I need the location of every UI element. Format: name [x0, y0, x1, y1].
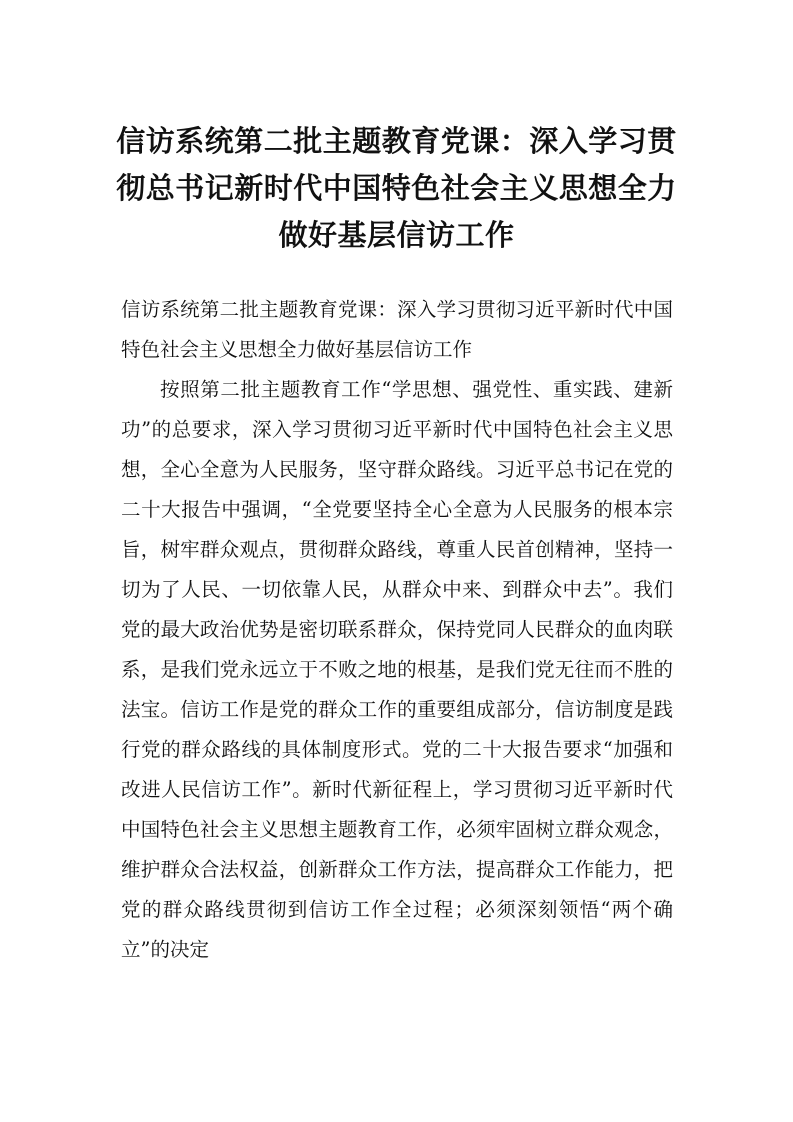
body-paragraph: 按照第二批主题教育工作“学思想、强党性、重实践、建新功”的总要求，深入学习贯彻习近平新时代中国特色社会主义思想，全心全意为人民服务，坚守群众路线。习近平总书记在党的二十大报告中强调，“全党要坚持全心全意为人民服务的根本宗旨，树牢群众观点，贯彻群众路线，尊重人民首创精神，坚持一切为了人民、一切依靠人民，从群众中来、到群众中去”。我们党的最大政治优势是密切联系群众，保持党同人民群众的血肉联系，是我们党永远立于不败之地的根基，是我们党无往而不胜的法宝。信访工作是党的群众工作的重要组成部分，信访制度是践行党的群众路线的具体制度形式。党的二十大报告要求“加强和改进人民信访工作”。新时代新征程上，学习贯彻习近平新时代中国特色社会主义思想主题教育工作，必须牢固树立群众观念，维护群众合法权益，创新群众工作方法，提高群众工作能力，把党的群众路线贯彻到信访工作全过程；必须深刻领悟“两个确立”的决定 — [121, 378, 673, 961]
document-title: 信访系统第二批主题教育党课：深入学习贯彻总书记新时代中国特色社会主义思想全力做好基层信访工作 — [116, 124, 677, 252]
subtitle-paragraph: 信访系统第二批主题教育党课：深入学习贯彻习近平新时代中国特色社会主义思想全力做好基层信访工作 — [121, 298, 673, 361]
document-body — [121, 290, 673, 970]
